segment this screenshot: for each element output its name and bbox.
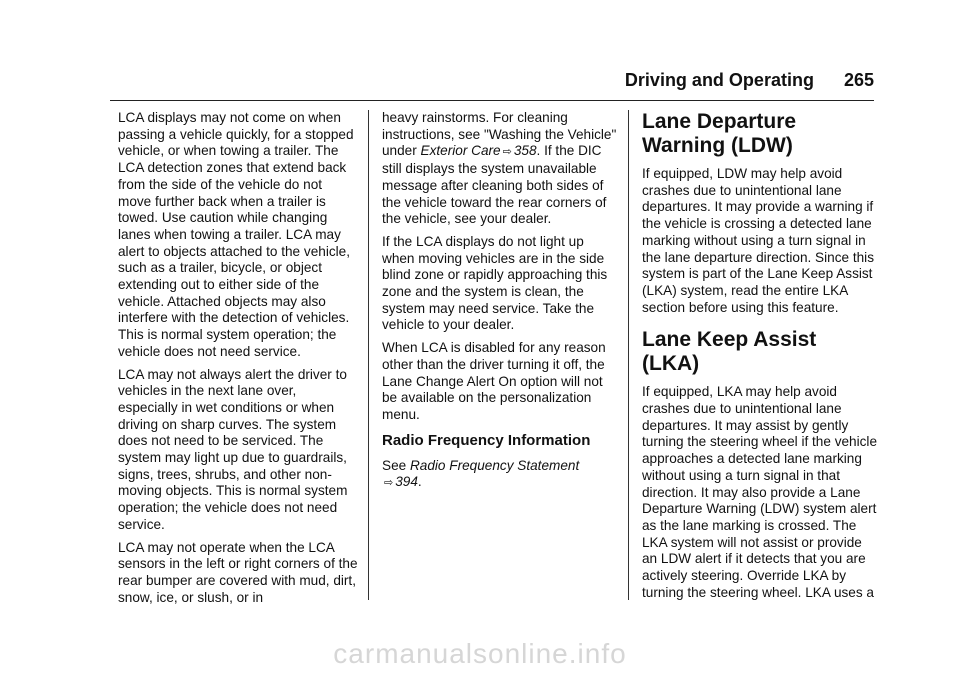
paragraph	[382, 458, 617, 492]
cross-reference-page[interactable]: 394	[395, 474, 418, 490]
cross-reference-link[interactable]: Exterior Care	[420, 143, 501, 159]
header-rule	[110, 100, 874, 101]
page-header	[625, 70, 874, 91]
section-heading-ldw: Lane Departure Warning (LDW)	[642, 110, 797, 157]
section-heading-lka: Lane Keep Assist (LKA)	[642, 328, 817, 376]
page-ref-arrow-icon: ⇨	[502, 146, 512, 159]
cross-reference-link[interactable]: Radio Frequency Statement	[409, 457, 580, 473]
page-number: 265	[843, 70, 874, 90]
text-run: . If the DIC still displays the system unavailable message after cleaning both sides of the vehicle toward the rear corners of the vehicle, see your dealer.	[382, 143, 607, 227]
watermark: carmanualsonline.info	[333, 638, 627, 669]
paragraph: When LCA is disabled for any reason other than the driver turning it off, the Lane Change Alert On option will not be available on the personalization menu.	[382, 340, 606, 422]
paragraph: LCA may not operate when the LCA sensors in the left or right corners of the rear bumper are covered with mud, dirt, snow, ice, or slush, or in	[118, 539, 358, 605]
cross-reference-page[interactable]: 358	[513, 143, 537, 159]
paragraph: If equipped, LDW may help avoid crashes due to unintentional lane departures. It may provide a warning if the vehicle is crossing a detected lane marking without using a turn signal in the lane departure direction. Since this system is part of the Lane Keep Assist (LKA) system, read the entire LKA section before using this feature.	[642, 166, 874, 315]
column-divider-2	[628, 110, 629, 600]
text-run: heavy rainstorms. For cleaning instructions, see "Washing the Vehicle" under	[382, 110, 617, 159]
paragraph: LCA may not always alert the driver to vehicles in the next lane over, especially in wet conditions or when driving on sharp curves. The system does not need to be serviced. The system may light up due to guardrails, signs, trees, shrubs, and other non-moving objects. This is normal system operation; the vehicle does not need service.	[118, 366, 348, 532]
text-run: See	[382, 457, 410, 473]
column-divider-1	[368, 110, 369, 600]
paragraph: LCA displays may not come on when passing a vehicle quickly, for a stopped vehicle, or when towing a trailer. The LCA detection zones that extend back from the side of the vehicle do not move further back when a trailer is towed. Use caution while changing lanes when towing a trailer. LCA may alert to objects attached to the vehicle, such as a trailer, bicycle, or object extending out to either side of the vehicle. Attached objects may also interfere with the detection of vehicles. This is normal system operation; the vehicle does not need service.	[118, 110, 354, 359]
section-heading-radio-frequency: Radio Frequency Information	[382, 431, 591, 449]
page-ref-arrow-icon: ⇨	[384, 477, 394, 490]
paragraph: If the LCA displays do not light up when moving vehicles are in the side blind zone or rapidly approaching this zone and the system is clean, the system may need service. Take the vehicle to your dealer.	[382, 233, 608, 333]
text-run: .	[417, 474, 422, 490]
column-3	[642, 110, 877, 607]
section-title: Driving and Operating	[624, 70, 814, 90]
paragraph	[382, 110, 617, 228]
paragraph: If equipped, LKA may help avoid crashes due to unintentional lane departures. It may assist by gently turning the steering wheel if the vehicle approaches a detected lane marking without using a turn signal in that direction. It may also provide a Lane Departure Warning (LDW) system alert as the lane marking is crossed. The LKA system will not assist or provide an LDW alert if it detects that you are actively steering. Override LKA by turning the steering wheel. LKA uses a	[642, 384, 878, 600]
column-1	[118, 110, 358, 612]
column-2	[382, 110, 617, 498]
